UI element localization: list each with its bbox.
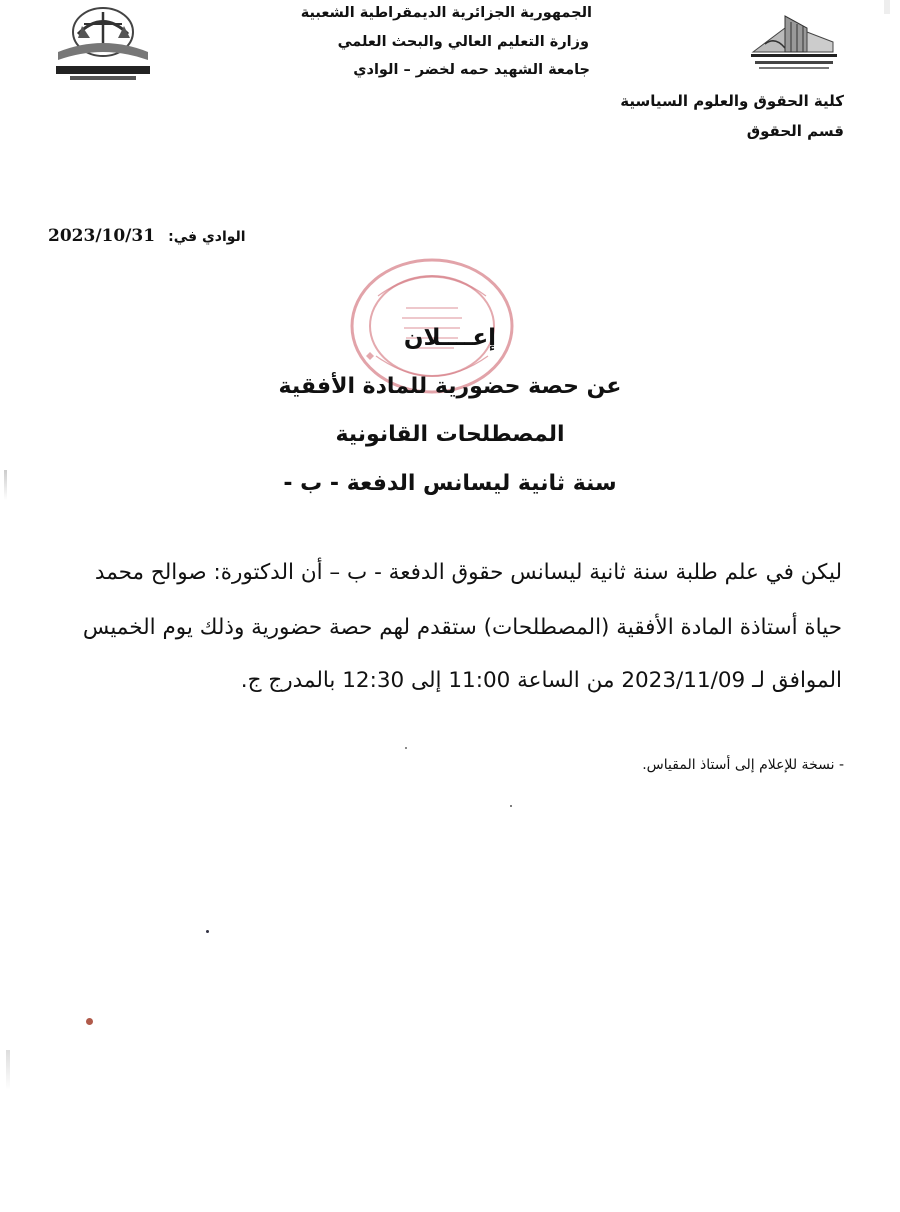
scan-speck bbox=[510, 805, 512, 807]
faculty-logo-icon bbox=[48, 4, 158, 84]
date-value: 2023/10/31 bbox=[48, 226, 156, 246]
date-row bbox=[48, 226, 246, 246]
scan-speck bbox=[405, 747, 407, 749]
announcement-line-1: عن حصة حضورية للمادة الأفقية bbox=[278, 374, 622, 399]
scan-speck bbox=[206, 930, 209, 933]
header-university: جامعة الشهيد حمه لخضر – الوادي bbox=[353, 62, 590, 78]
header-republic: الجمهورية الجزائرية الديمقراطية الشعبية bbox=[300, 5, 592, 21]
header-ministry: وزارة التعليم العالي والبحث العلمي bbox=[337, 34, 589, 50]
scan-edge-mark bbox=[884, 0, 890, 14]
body-line-2: حياة أستاذة المادة الأفقية (المصطلحات) ستقدم لهم حصة حضورية وذلك يوم الخميس bbox=[82, 615, 842, 640]
scan-speck bbox=[86, 1018, 93, 1025]
header-department: قسم الحقوق bbox=[746, 122, 844, 140]
copy-note: - نسخة للإعلام إلى أستاذ المقياس. bbox=[642, 757, 844, 773]
scan-edge-mark bbox=[4, 470, 7, 500]
date-label: الوادي في: bbox=[168, 229, 246, 245]
announcement-line-2: المصطلحات القانونية bbox=[335, 422, 565, 447]
university-logo-icon bbox=[745, 8, 845, 78]
body-line-3: الموافق لـ 2023/11/09 من الساعة 11:00 إلى 12:30 بالمدرج ج. bbox=[240, 668, 842, 693]
header-faculty: كلية الحقوق والعلوم السياسية bbox=[620, 92, 844, 110]
announcement-line-3: سنة ثانية ليسانس الدفعة - ب - bbox=[283, 471, 617, 496]
body-line-1: ليكن في علم طلبة سنة ثانية ليسانس حقوق الدفعة - ب – أن الدكتورة: صوالح محمد bbox=[94, 560, 842, 585]
scan-edge-mark bbox=[6, 1050, 10, 1090]
announcement-title: إعــــلان bbox=[403, 325, 497, 351]
